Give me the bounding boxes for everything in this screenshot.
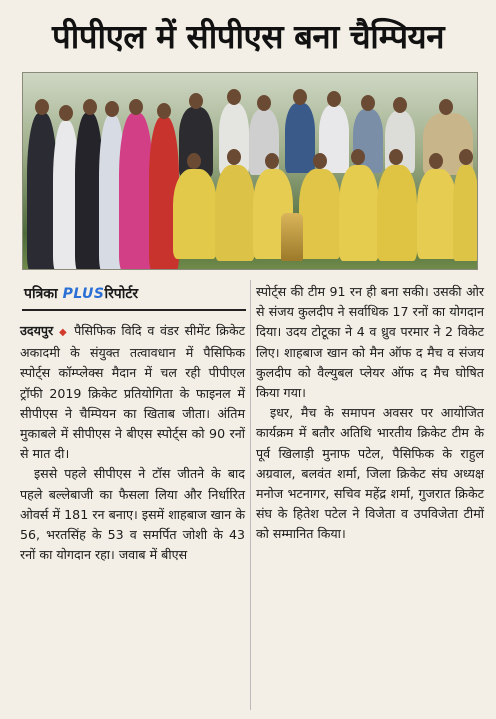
photo-head — [429, 153, 443, 169]
headline: पीपीएल में सीपीएस बना चैम्पियन — [51, 17, 445, 56]
article-paragraph: इससे पहले सीपीएस ने टॉस जीतने के बाद पहले बल्लेबाजी का फैसला लिया और निर्धारित ओवर्स में 181 रन बनाए। इसमें शाहबाज खान के 56, भरतसिंह के 53 व समर्पित जोशी के 43 रनों का योगदान रहा। जवाब में बीएस — [20, 466, 245, 563]
article-paragraph: स्पोर्ट्स की टीम 91 रन ही बना सकी। उसकी ओर से संजय कुलदीप ने सर्वाधिक 17 रनों का योगदान दिया। उदय टोटूका ने 4 व ध्रुव परमार ने 2 विकेट लिए। शाहबाज खान को मैन ऑफ द मैच व संजय कुलदीप को वैल्युबल प्लेयर ऑफ द मैच घोषित किया गया। — [256, 284, 484, 401]
photo-head — [439, 99, 453, 115]
photo-head — [227, 89, 241, 105]
article-column-right — [256, 282, 484, 545]
bullet-diamond-icon: ◆ — [58, 327, 69, 338]
article-paragraph: इधर, मैच के समापन अवसर पर आयोजित कार्यक्रम में बतौर अतिथि भारतीय क्रिकेट टीम के पूर्व खिलाड़ी मुनाफ पटेल, पैसिफिक के राहुल अग्रवाल, बलवंत शर्मा, जिला क्रिकेट संघ अध्यक्ष मनोज भटनागर, सचिव महेंद्र शर्मा, गुजरात क्रिकेट संघ के हितेश पटेल ने विजेता व उपविजेता टीमों को सम्मानित किया। — [256, 405, 484, 542]
photo-head — [257, 95, 271, 111]
photo-figure — [119, 113, 153, 270]
byline-suffix: रिपोर्टर — [104, 286, 139, 302]
photo-head — [459, 149, 473, 165]
photo-head — [389, 149, 403, 165]
photo-head — [59, 105, 73, 121]
photo-head — [105, 101, 119, 117]
byline — [24, 283, 244, 305]
photo-head — [327, 91, 341, 107]
dateline: उदयपुर — [20, 323, 54, 338]
player-figure — [215, 165, 255, 261]
player-figure — [173, 169, 217, 259]
photo-head — [313, 153, 327, 169]
photo-head — [187, 153, 201, 169]
photo-figure — [385, 111, 415, 173]
photo-head — [293, 89, 307, 105]
paragraph-text: पैसिफिक विदि व वंडर सीमेंट क्रिकेट अकादमी के संयुक्त तत्वावधान में पैसिफिक स्पोर्ट्स कॉम्प्लेक्स मैदान में चल रही पीपीएल ट्रॉफी 2019 क्रिकेट प्रतियोगिता के फाइनल में सीपीएस ने चैम्पियन का खिताब जीता। अंतिम मुकाबले में सीपीएस ने बीएस स्पोर्ट्स को 90 रनों से मात दी। — [20, 323, 245, 462]
player-figure — [377, 165, 417, 261]
trophy — [281, 213, 303, 261]
photo-figure — [285, 103, 315, 173]
player-figure — [339, 165, 379, 261]
photo-head — [361, 95, 375, 111]
byline-rule — [22, 309, 246, 311]
column-divider — [250, 280, 251, 710]
photo-head — [227, 149, 241, 165]
player-figure — [453, 165, 478, 261]
photo-head — [393, 97, 407, 113]
byline-brand: PLUS — [62, 286, 105, 302]
article-column-left — [20, 321, 245, 565]
photo-head — [265, 153, 279, 169]
photo-head — [83, 99, 97, 115]
photo-head — [129, 99, 143, 115]
photo-head — [189, 93, 203, 109]
photo-head — [157, 103, 171, 119]
photo-head — [35, 99, 49, 115]
photo-head — [351, 149, 365, 165]
player-figure — [417, 169, 457, 259]
player-figure — [299, 169, 341, 259]
team-photo — [22, 72, 478, 270]
byline-prefix: पत्रिका — [24, 286, 58, 302]
article-paragraph — [20, 321, 245, 464]
